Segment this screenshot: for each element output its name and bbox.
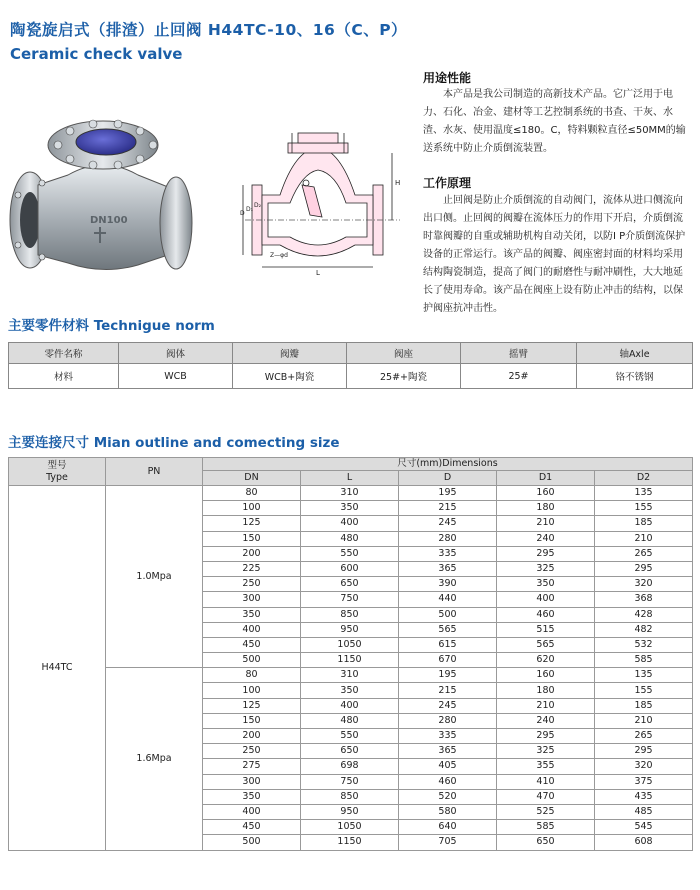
table-cell: 450 (203, 820, 301, 835)
table-cell: 470 (497, 789, 595, 804)
table-cell: 1150 (301, 835, 399, 850)
table-cell: 1050 (301, 637, 399, 652)
table-cell: 485 (595, 804, 693, 819)
table-cell: 520 (399, 789, 497, 804)
column-header-cell: L (301, 471, 399, 486)
table-cell: 550 (301, 546, 399, 561)
table-cell: 1150 (301, 653, 399, 668)
table-cell: 320 (595, 759, 693, 774)
materials-header-cell: 轴Axle (577, 343, 693, 364)
table-cell: 135 (595, 668, 693, 683)
table-cell: 200 (203, 546, 301, 561)
table-cell: 550 (301, 729, 399, 744)
column-header-cell: D1 (497, 471, 595, 486)
materials-header-cell: 阀座 (347, 343, 461, 364)
table-cell: 480 (301, 713, 399, 728)
table-cell: 640 (399, 820, 497, 835)
table-cell: 400 (301, 698, 399, 713)
table-cell: 150 (203, 713, 301, 728)
table-cell: 400 (497, 592, 595, 607)
table-cell: 300 (203, 774, 301, 789)
table-cell: 650 (301, 744, 399, 759)
table-cell: 295 (497, 729, 595, 744)
page-title: 陶瓷旋启式（排渣）止回阀 H44TC-10、16（C、P） (10, 21, 408, 39)
dimensions-header-cell: 尺寸(mm)Dimensions (203, 458, 693, 471)
table-cell: 225 (203, 561, 301, 576)
table-cell: 750 (301, 592, 399, 607)
principle-heading: 工作原理 (423, 176, 472, 190)
table-cell: 375 (595, 774, 693, 789)
table-cell: 365 (399, 561, 497, 576)
materials-title: 主要零件材料 Technigue norm (8, 318, 215, 334)
table-cell: 440 (399, 592, 497, 607)
table-cell: 275 (203, 759, 301, 774)
table-cell: 125 (203, 516, 301, 531)
table-row (9, 668, 693, 683)
table-cell: 250 (203, 744, 301, 759)
table-cell: 698 (301, 759, 399, 774)
column-header-cell: D (399, 471, 497, 486)
table-cell: 195 (399, 486, 497, 501)
table-cell: 1050 (301, 820, 399, 835)
valve-photo (8, 115, 198, 275)
table-cell: 480 (301, 531, 399, 546)
table-cell: 280 (399, 713, 497, 728)
dim-label-d1: D₁ (246, 206, 254, 213)
principle-text: 止回阀是防止介质倒流的自动阀门，流体从进口侧流向出口侧。止回阀的阀瓣在流体压力的作用下开启，介质倒流时靠阀瓣的自重或辅助机构自动关闭，以防I P介质倒流保护设备的正常运行。该产品的阀瓣、阀座密封面的材料均采用结构陶瓷制造，提高了阀门的耐磨性与耐冲刷性，大大地延长了使用寿命。该产品在阀座上设有防止冲击的结构，以保护阀座抗冲击性。 (423, 195, 686, 314)
table-cell: 135 (595, 486, 693, 501)
table-cell: 585 (497, 820, 595, 835)
table-cell: 400 (301, 516, 399, 531)
table-cell: 310 (301, 668, 399, 683)
table-cell: 335 (399, 729, 497, 744)
table-cell: 670 (399, 653, 497, 668)
materials-header-cell: 摇臂 (461, 343, 577, 364)
table-cell: 185 (595, 698, 693, 713)
materials-table (8, 342, 693, 389)
cast-mark: DN100 (90, 215, 128, 226)
table-cell: 615 (399, 637, 497, 652)
materials-cell: 25# (461, 364, 577, 389)
table-cell: 325 (497, 744, 595, 759)
table-cell: 850 (301, 789, 399, 804)
table-cell: 200 (203, 729, 301, 744)
dim-label-d2: D₂ (254, 202, 262, 209)
table-cell: 335 (399, 546, 497, 561)
table-cell: 585 (595, 653, 693, 668)
table-cell: 280 (399, 531, 497, 546)
table-cell: 650 (301, 577, 399, 592)
table-cell: 460 (497, 607, 595, 622)
table-cell: 368 (595, 592, 693, 607)
dimensions-header-row (9, 458, 693, 471)
table-cell: 350 (301, 501, 399, 516)
table-cell: 350 (203, 789, 301, 804)
table-cell: 390 (399, 577, 497, 592)
table-cell: 950 (301, 804, 399, 819)
table-cell: 428 (595, 607, 693, 622)
table-cell: 405 (399, 759, 497, 774)
dim-label-h: H (395, 179, 401, 187)
table-cell: 482 (595, 622, 693, 637)
table-cell: 950 (301, 622, 399, 637)
dimensions-title: 主要连接尺寸 Mian outline and comecting size (8, 435, 340, 451)
table-cell: 295 (595, 744, 693, 759)
table-cell: 350 (203, 607, 301, 622)
table-cell: 435 (595, 789, 693, 804)
table-cell: 750 (301, 774, 399, 789)
table-cell: 608 (595, 835, 693, 850)
materials-header-cell: 零件名称 (9, 343, 119, 364)
table-cell: 80 (203, 668, 301, 683)
table-cell: 155 (595, 683, 693, 698)
type-cell: H44TC (9, 486, 106, 851)
table-cell: 195 (399, 668, 497, 683)
materials-cell: 铬不锈钢 (577, 364, 693, 389)
table-cell: 400 (203, 804, 301, 819)
pn-header-cell: PN (106, 458, 203, 486)
table-cell: 565 (399, 622, 497, 637)
table-cell: 185 (595, 516, 693, 531)
table-cell: 100 (203, 501, 301, 516)
table-cell: 180 (497, 683, 595, 698)
valve-cross-section-drawing (240, 115, 405, 280)
table-cell: 705 (399, 835, 497, 850)
dim-label-bolt: Z—φd (270, 252, 288, 259)
table-cell: 100 (203, 683, 301, 698)
table-cell: 650 (497, 835, 595, 850)
table-cell: 532 (595, 637, 693, 652)
usage-heading: 用途性能 (423, 71, 472, 85)
table-cell: 215 (399, 501, 497, 516)
table-cell: 210 (497, 516, 595, 531)
table-cell: 365 (399, 744, 497, 759)
table-cell: 240 (497, 713, 595, 728)
table-cell: 300 (203, 592, 301, 607)
table-cell: 325 (497, 561, 595, 576)
table-cell: 80 (203, 486, 301, 501)
table-cell: 265 (595, 546, 693, 561)
usage-text: 本产品是我公司制造的高新技术产品。它广泛用于电力、石化、冶金、建材等工艺控制系统的书查、干灰、水渣、水灰、使用温度≤180。C，特料颗粒直径≤50MM的输送系统中防止介质倒流装置。 (423, 89, 686, 154)
table-cell: 155 (595, 501, 693, 516)
table-cell: 210 (595, 531, 693, 546)
table-cell: 580 (399, 804, 497, 819)
column-header-cell: D2 (595, 471, 693, 486)
dim-label-d: D (240, 210, 245, 217)
table-cell: 265 (595, 729, 693, 744)
table-row (9, 486, 693, 501)
materials-row (9, 364, 693, 389)
table-cell: 245 (399, 516, 497, 531)
table-cell: 310 (301, 486, 399, 501)
table-cell: 500 (203, 653, 301, 668)
table-cell: 850 (301, 607, 399, 622)
table-cell: 410 (497, 774, 595, 789)
table-cell: 160 (497, 486, 595, 501)
materials-header-cell: 阀体 (119, 343, 233, 364)
table-cell: 320 (595, 577, 693, 592)
column-header-cell: DN (203, 471, 301, 486)
materials-cell: 材料 (9, 364, 119, 389)
table-cell: 295 (595, 561, 693, 576)
materials-cell: WCB+陶瓷 (233, 364, 347, 389)
table-cell: 245 (399, 698, 497, 713)
table-cell: 500 (399, 607, 497, 622)
table-cell: 350 (301, 683, 399, 698)
table-cell: 400 (203, 622, 301, 637)
table-cell: 355 (497, 759, 595, 774)
dimensions-table (8, 457, 693, 851)
table-cell: 525 (497, 804, 595, 819)
dim-label-l: L (316, 269, 320, 277)
page-subtitle: Ceramic check valve (10, 45, 183, 63)
table-cell: 600 (301, 561, 399, 576)
materials-cell: WCB (119, 364, 233, 389)
table-cell: 210 (497, 698, 595, 713)
table-cell: 620 (497, 653, 595, 668)
type-header-cell: 型号 Type (9, 458, 106, 486)
table-cell: 240 (497, 531, 595, 546)
table-cell: 460 (399, 774, 497, 789)
materials-header-cell: 阀瓣 (233, 343, 347, 364)
table-cell: 515 (497, 622, 595, 637)
table-cell: 295 (497, 546, 595, 561)
table-cell: 160 (497, 668, 595, 683)
table-cell: 565 (497, 637, 595, 652)
table-cell: 545 (595, 820, 693, 835)
materials-header-row (9, 343, 693, 364)
table-cell: 450 (203, 637, 301, 652)
table-cell: 500 (203, 835, 301, 850)
table-cell: 250 (203, 577, 301, 592)
table-cell: 150 (203, 531, 301, 546)
table-cell: 215 (399, 683, 497, 698)
table-cell: 180 (497, 501, 595, 516)
materials-cell: 25#+陶瓷 (347, 364, 461, 389)
pn-cell: 1.0Mpa (106, 486, 203, 668)
pn-cell: 1.6Mpa (106, 668, 203, 850)
table-cell: 350 (497, 577, 595, 592)
table-cell: 125 (203, 698, 301, 713)
table-cell: 210 (595, 713, 693, 728)
